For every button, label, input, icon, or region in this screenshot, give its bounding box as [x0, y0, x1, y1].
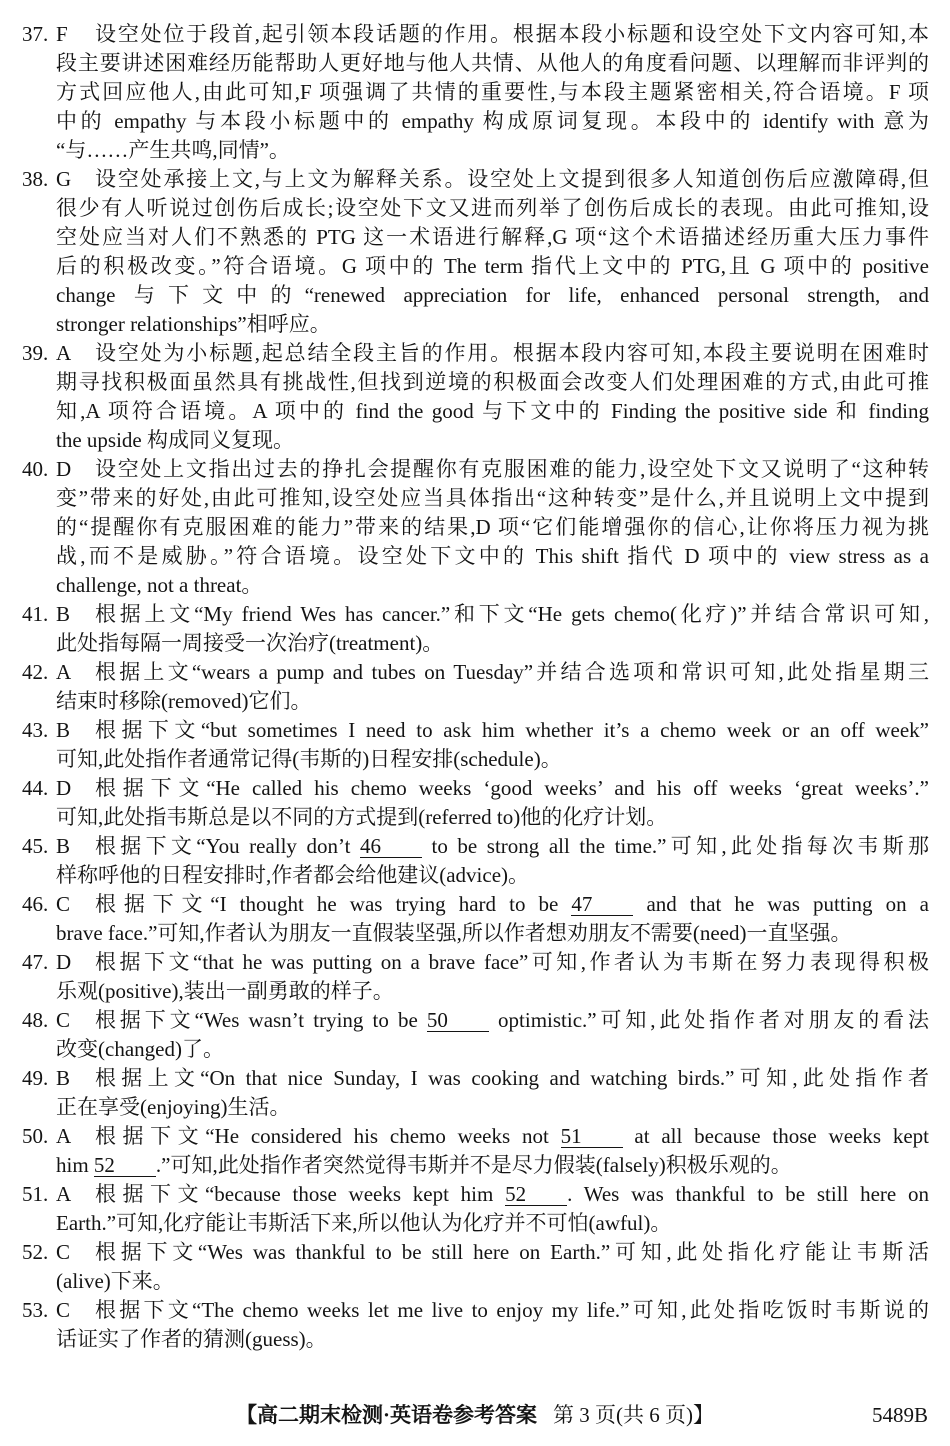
explanation-text: “与……产生共鸣,同情”。: [56, 138, 290, 162]
explanation-line: [56, 107, 929, 136]
footer-page-number: 第 3 页(共 6 页)】: [553, 1403, 714, 1427]
explanation-text: 设空处上文指出过去的挣扎会提醒你有克服困难的能力,设空处下文又说明了“这种转: [95, 457, 929, 481]
explanation-line: [22, 455, 929, 484]
explanation-text: 乐观(positive),装出一副勇敢的样子。: [56, 979, 394, 1003]
answer-item: [0, 1122, 950, 1180]
explanation-text: 方式回应他人,由此可知,F 项强调了共情的重要性,与本段主题紧密相关,符合语境。F 项: [56, 80, 929, 104]
question-number: 48.: [22, 1008, 49, 1032]
question-number: 46.: [22, 892, 49, 916]
question-number: 37.: [22, 22, 49, 46]
explanation-line: [56, 136, 929, 165]
question-number: 41.: [22, 602, 49, 626]
answer-letter: D: [56, 950, 72, 974]
answer-item: [0, 1238, 950, 1296]
answer-item: [0, 455, 950, 600]
explanation-text: 后的积极改变。”符合语境。G 项中的 The term 指代上文中的 PTG,且 G 项中的 positive: [56, 254, 929, 278]
explanation-text: 根据上文“On that nice Sunday, I was cooking and watching birds.”可知,此处指作者: [95, 1066, 929, 1090]
explanation-line: [22, 658, 929, 687]
question-number: 39.: [22, 341, 49, 365]
explanation-text: 可知,此处指作者通常记得(韦斯的)日程安排(schedule)。: [56, 747, 562, 771]
explanation-line: [22, 339, 929, 368]
explanation-segment: optimistic.”可知,此处指作者对朋友的看法: [488, 1008, 929, 1032]
explanation-line: [56, 919, 929, 948]
explanation-line: [22, 716, 929, 745]
explanation-text: Earth.”可知,化疗能让韦斯活下来,所以他认为化疗并不可怕(awful)。: [56, 1211, 672, 1235]
answer-list: [0, 20, 950, 1354]
question-number: 45.: [22, 834, 49, 858]
answer-letter: F: [56, 22, 68, 46]
explanation-text: 段主要讲述困难经历能帮助人更好地与他人共情、从他人的角度看问题、以理解而非评判的: [56, 51, 929, 75]
explanation-text: 战,而不是威胁。”符合语境。设空处下文中的 This shift 指代 D 项中的 view stress as a: [56, 544, 929, 568]
explanation-text: 很少有人听说过创伤后成长;设空处下文又进而列举了创伤后成长的表现。由此可推知,设: [56, 196, 929, 220]
question-number: 53.: [22, 1298, 49, 1322]
answer-item: [0, 1006, 950, 1064]
answer-letter: A: [56, 1124, 72, 1148]
explanation-text: 此处指每隔一周接受一次治疗(treatment)。: [56, 631, 444, 655]
explanation-text: 中的 empathy 与本段小标题中的 empathy 构成原词复现。本段中的 identify with 意为: [56, 109, 929, 133]
answer-item: [0, 1180, 950, 1238]
paper-code: 5489B: [871, 1403, 928, 1427]
explanation-line: [22, 1122, 929, 1151]
explanation-line: [56, 310, 929, 339]
explanation-text: the upside 构成同义复现。: [56, 428, 294, 452]
answer-item: [0, 658, 950, 716]
explanation-line: [56, 223, 929, 252]
answer-letter: C: [56, 892, 71, 916]
answer-letter: B: [56, 834, 71, 858]
explanation-line: [56, 1267, 929, 1296]
explanation-line: [22, 1064, 929, 1093]
explanation-text: 根据下文“but sometimes I need to ask him whether it’s a chemo week or an off week”: [95, 718, 929, 742]
explanation-line: [56, 426, 929, 455]
explanation-text: 变”带来的好处,由此可推知,设空处应当具体指出“这种转变”是什么,并且说明上文中提到: [56, 486, 929, 510]
answer-letter: A: [56, 1182, 72, 1206]
answer-item: [0, 948, 950, 1006]
explanation-line: [56, 629, 929, 658]
explanation-text: brave face.”可知,作者认为朋友一直假装坚强,所以作者想劝朋友不需要(need)一直坚强。: [56, 921, 852, 945]
explanation-segment: . Wes was thankful to be still here on: [567, 1182, 929, 1206]
explanation-line: [22, 600, 929, 629]
explanation-text: (alive)下来。: [56, 1269, 174, 1293]
explanation-line: [56, 368, 929, 397]
explanation-line: [56, 1035, 929, 1064]
question-number: 51.: [22, 1182, 49, 1206]
explanation-line: [56, 1151, 929, 1180]
blank-number: 47: [571, 893, 633, 916]
explanation-line: [56, 281, 929, 310]
explanation-text: 知,A 项符合语境。A 项中的 find the good 与下文中的 Finding the positive side 和 finding: [56, 399, 929, 423]
explanation-text: 设空处承接上文,与上文为解释关系。设空处上文提到很多人知道创伤后应激障碍,但: [95, 167, 929, 191]
question-number: 44.: [22, 776, 49, 800]
explanation-text: 改变(changed)了。: [56, 1037, 224, 1061]
answer-letter: B: [56, 602, 71, 626]
blank-number: 52: [505, 1183, 567, 1206]
explanation-line: [22, 832, 929, 861]
explanation-line: [56, 194, 929, 223]
explanation-line: [56, 861, 929, 890]
answer-item: [0, 339, 950, 455]
explanation-line: [22, 948, 929, 977]
answer-item: [0, 165, 950, 339]
explanation-text: 期寻找积极面虽然具有挑战性,但找到逆境的积极面会改变人们处理困难的方式,由此可推: [56, 370, 929, 394]
explanation-line: [22, 774, 929, 803]
explanation-text: 根据下文“He called his chemo weeks ‘good weeks’ and his off weeks ‘great weeks’.”: [95, 776, 929, 800]
explanation-segment: .”可知,此处指作者突然觉得韦斯并不是尽力假装(falsely)积极乐观的。: [155, 1153, 792, 1177]
explanation-line: [22, 1180, 929, 1209]
answer-item: [0, 716, 950, 774]
explanation-text: 根据下文“Wes was thankful to be still here on Earth.”可知,此处指化疗能让韦斯活: [95, 1240, 929, 1264]
question-number: 38.: [22, 167, 49, 191]
answer-letter: A: [56, 341, 72, 365]
explanation-line: [22, 165, 929, 194]
answer-letter: D: [56, 776, 72, 800]
answer-item: [0, 1064, 950, 1122]
explanation-text: [95, 1006, 929, 1035]
explanation-line: [56, 49, 929, 78]
explanation-text: [95, 1180, 929, 1209]
answer-item: [0, 600, 950, 658]
explanation-text: [56, 1151, 929, 1180]
explanation-line: [56, 745, 929, 774]
explanation-segment: 根据下文“He considered his chemo weeks not: [95, 1124, 561, 1148]
explanation-segment: at all because those weeks kept: [622, 1124, 929, 1148]
question-number: 50.: [22, 1124, 49, 1148]
explanation-text: 的“提醒你有克服困难的能力”带来的结果,D 项“它们能增强你的信心,让你将压力视为挑: [56, 515, 929, 539]
explanation-line: [22, 1006, 929, 1035]
blank-number: 51: [561, 1125, 623, 1148]
explanation-line: [56, 687, 929, 716]
footer-title: 【高二期末检测·英语卷参考答案: [235, 1403, 537, 1427]
explanation-line: [56, 542, 929, 571]
explanation-line: [22, 890, 929, 919]
answer-letter: C: [56, 1298, 71, 1322]
explanation-text: [95, 890, 929, 919]
explanation-segment: him: [56, 1153, 94, 1177]
explanation-line: [56, 513, 929, 542]
explanation-text: change 与下文中的“renewed appreciation for life, enhanced personal strength, and: [56, 283, 929, 307]
blank-number: 52: [94, 1154, 156, 1177]
explanation-line: [22, 20, 929, 49]
explanation-text: 空处应当对人们不熟悉的 PTG 这一术语进行解释,G 项“这个术语描述经历重大压力事件: [56, 225, 929, 249]
explanation-segment: 根据下文“Wes wasn’t trying to be: [95, 1008, 427, 1032]
explanation-text: [95, 1122, 929, 1151]
explanation-text: 结束时移除(removed)它们。: [56, 689, 312, 713]
answer-item: [0, 890, 950, 948]
explanation-line: [22, 1238, 929, 1267]
explanation-text: 设空处为小标题,起总结全段主旨的作用。根据本段内容可知,本段主要说明在困难时: [95, 341, 929, 365]
answer-item: [0, 774, 950, 832]
explanation-line: [56, 78, 929, 107]
explanation-segment: 根据下文“You really don’t: [95, 834, 360, 858]
page-footer: [0, 1401, 950, 1430]
explanation-line: [56, 484, 929, 513]
explanation-segment: 根据下文“because those weeks kept him: [95, 1182, 506, 1206]
blank-number: 46: [360, 835, 422, 858]
question-number: 40.: [22, 457, 49, 481]
answer-item: [0, 1296, 950, 1354]
explanation-text: 可知,此处指韦斯总是以不同的方式提到(referred to)他的化疗计划。: [56, 805, 668, 829]
explanation-text: 根据下文“that he was putting on a brave face”可知,作者认为韦斯在努力表现得积极: [95, 950, 929, 974]
answer-item: [0, 20, 950, 165]
explanation-text: 设空处位于段首,起引领本段话题的作用。根据本段小标题和设空处下文内容可知,本: [95, 22, 929, 46]
explanation-text: stronger relationships”相呼应。: [56, 312, 331, 336]
explanation-segment: and that he was putting on a: [633, 892, 929, 916]
question-number: 43.: [22, 718, 49, 742]
explanation-line: [56, 977, 929, 1006]
question-number: 47.: [22, 950, 49, 974]
answer-letter: C: [56, 1240, 71, 1264]
answer-letter: B: [56, 718, 71, 742]
answer-letter: C: [56, 1008, 71, 1032]
answer-letter: G: [56, 167, 72, 191]
explanation-line: [56, 803, 929, 832]
explanation-text: [95, 832, 929, 861]
explanation-text: 根据下文“The chemo weeks let me live to enjoy my life.”可知,此处指吃饭时韦斯说的: [95, 1298, 929, 1322]
explanation-text: 正在享受(enjoying)生活。: [56, 1095, 291, 1119]
explanation-text: challenge, not a threat。: [56, 573, 263, 597]
explanation-segment: 根据下文“I thought he was trying hard to be: [95, 892, 572, 916]
blank-number: 50: [427, 1009, 489, 1032]
explanation-line: [56, 1093, 929, 1122]
question-number: 49.: [22, 1066, 49, 1090]
explanation-text: 根据上文“wears a pump and tubes on Tuesday”并结合选项和常识可知,此处指星期三: [95, 660, 929, 684]
explanation-line: [56, 397, 929, 426]
explanation-line: [56, 571, 929, 600]
question-number: 42.: [22, 660, 49, 684]
answer-letter: D: [56, 457, 72, 481]
explanation-line: [56, 1209, 929, 1238]
explanation-text: 话证实了作者的猜测(guess)。: [56, 1327, 327, 1351]
question-number: 52.: [22, 1240, 49, 1264]
explanation-line: [22, 1296, 929, 1325]
explanation-segment: to be strong all the time.”可知,此处指每次韦斯那: [421, 834, 929, 858]
answer-letter: B: [56, 1066, 71, 1090]
explanation-text: 样称呼他的日程安排时,作者都会给他建议(advice)。: [56, 863, 530, 887]
explanation-text: 根据上文“My friend Wes has cancer.”和下文“He gets chemo(化疗)”并结合常识可知,: [95, 602, 929, 626]
explanation-line: [56, 252, 929, 281]
explanation-line: [56, 1325, 929, 1354]
answer-item: [0, 832, 950, 890]
answer-letter: A: [56, 660, 72, 684]
